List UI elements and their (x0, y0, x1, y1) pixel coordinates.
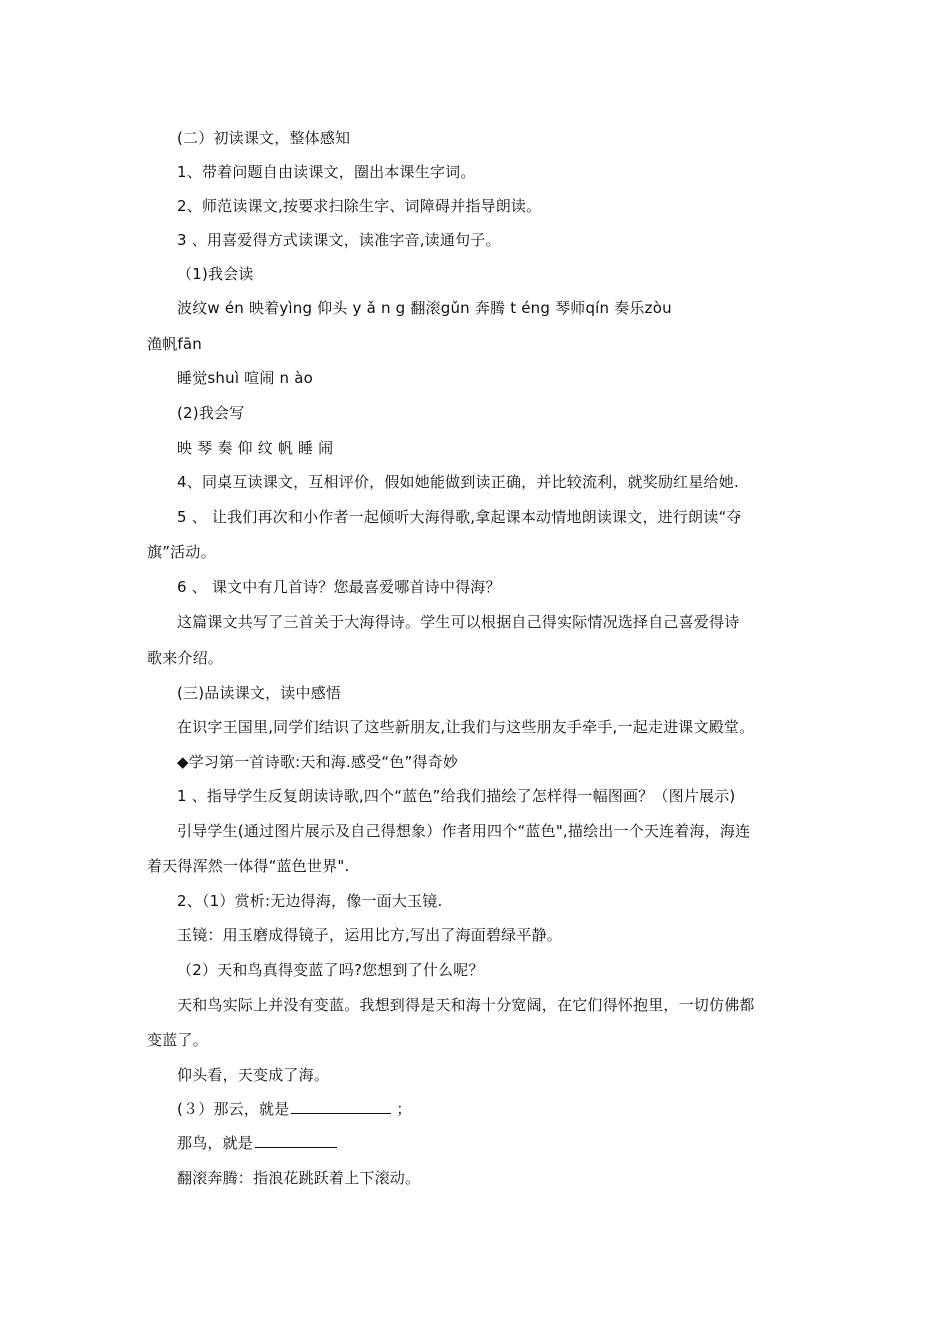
paragraph-wrap: 歌来介绍。 (147, 649, 224, 667)
subheading-write: (2)我会写 (177, 404, 245, 422)
character-list: 映 琴 奏 仰 纹 帆 睡 闹 (177, 439, 334, 457)
paragraph: 2、师范读课文,按要求扫除生字、词障碍并指导朗读。 (177, 197, 542, 215)
fill-blank (291, 1099, 391, 1114)
paragraph: 1 、指导学生反复朗读诗歌,四个“蓝色”给我们描绘了怎样得一幅图画？（图片展示) (177, 787, 736, 805)
fill-blank-suffix: ； (391, 1100, 412, 1118)
fill-blank-prompt: (３）那云，就是 (177, 1100, 290, 1118)
paragraph: 5 、 让我们再次和小作者一起倾听大海得歌,拿起课本动情地朗读课文，进行朗读“夺 (177, 508, 742, 526)
paragraph-wrap: 着天得浑然一体得“蓝色世界". (147, 857, 350, 875)
paragraph: 仰头看，天变成了海。 (177, 1066, 330, 1084)
paragraph: 在识字王国里,同学们结识了这些新朋友,让我们与这些朋友手牵手,一起走进课文殿堂。 (177, 718, 755, 736)
paragraph: 2、（1）赏析:无边得海，像一面大玉镜. (177, 892, 443, 910)
paragraph: 这篇课文共写了三首关于大海得诗。学生可以根据自己得实际情况选择自己喜爱得诗 (177, 613, 740, 631)
pinyin-line-wrap: 渔帆fān (147, 335, 202, 353)
section-heading-2: (二）初读课文，整体感知 (177, 129, 351, 147)
paragraph-wrap: 旗”活动。 (147, 543, 216, 561)
fill-blank (255, 1133, 337, 1148)
paragraph-wrap: 变蓝了。 (147, 1031, 208, 1049)
pinyin-line: 波纹w én 映着yìng 仰头 y ǎ n g 翻滚gǔn 奔腾 t éng 琴师qín 奏乐zòu (177, 299, 672, 317)
paragraph: 玉镜：用玉磨成得镜子，运用比方,写出了海面碧绿平静。 (177, 926, 562, 944)
paragraph: 4、同桌互读课文，互相评价，假如她能做到读正确，并比较流利，就奖励红星给她. (177, 473, 739, 491)
pinyin-line: 睡觉shuì 喧闹 n ào (177, 369, 313, 387)
fill-blank-line (177, 1099, 412, 1119)
bullet-heading: ◆学习第一首诗歌:天和海.感受“色”得奇妙 (177, 753, 459, 771)
paragraph: 天和鸟实际上并没有变蓝。我想到得是天和海十分宽阔，在它们得怀抱里，一切仿佛都 (177, 996, 755, 1014)
paragraph: 3 、用喜爱得方式读课文，读准字音,读通句子。 (177, 231, 501, 249)
paragraph: （2）天和鸟真得变蓝了吗?您想到了什么呢？ (177, 961, 484, 979)
paragraph: 引导学生(通过图片展示及自己得想象）作者用四个“蓝色",描绘出一个天连着海，海连 (177, 822, 751, 840)
paragraph: 1、带着问题自由读课文，圈出本课生字词。 (177, 163, 476, 181)
fill-blank-prompt: 那鸟，就是 (177, 1134, 254, 1152)
subheading-read: （1)我会读 (177, 265, 254, 283)
paragraph: 翻滚奔腾：指浪花跳跃着上下滚动。 (177, 1169, 421, 1187)
fill-blank-line (177, 1133, 337, 1153)
section-heading-3: (三)品读课文，读中感悟 (177, 684, 342, 702)
paragraph: 6 、 课文中有几首诗？您最喜爱哪首诗中得海？ (177, 578, 501, 596)
